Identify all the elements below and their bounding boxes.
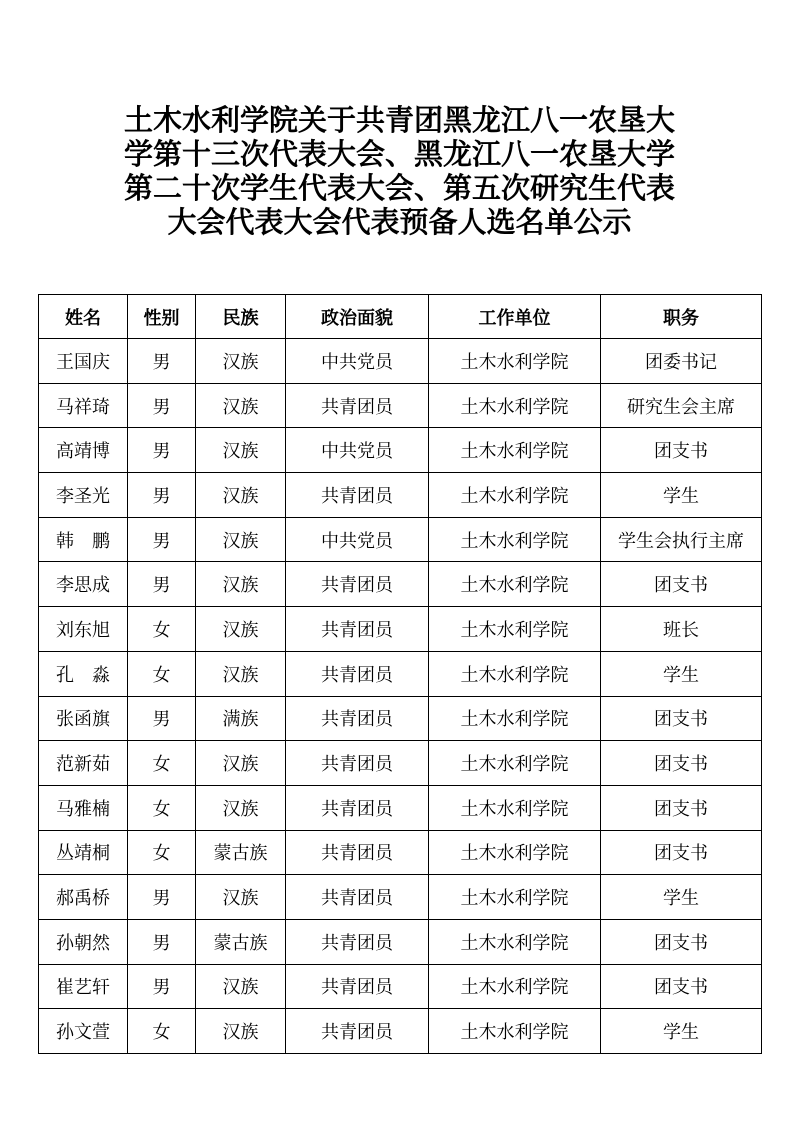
cell-position: 团支书 bbox=[601, 696, 762, 741]
document-title bbox=[0, 103, 799, 239]
table-row bbox=[39, 517, 762, 562]
cell-work-unit: 土木水利学院 bbox=[429, 383, 601, 428]
cell-position: 团支书 bbox=[601, 741, 762, 786]
cell-political-status: 共青团员 bbox=[286, 830, 429, 875]
cell-name: 李思成 bbox=[39, 562, 128, 607]
cell-ethnicity: 汉族 bbox=[196, 562, 286, 607]
cell-position: 团委书记 bbox=[601, 339, 762, 384]
cell-work-unit: 土木水利学院 bbox=[429, 562, 601, 607]
cell-ethnicity: 汉族 bbox=[196, 1009, 286, 1054]
cell-gender: 男 bbox=[128, 696, 196, 741]
header-position: 职务 bbox=[601, 295, 762, 339]
cell-name: 丛靖桐 bbox=[39, 830, 128, 875]
cell-work-unit: 土木水利学院 bbox=[429, 339, 601, 384]
cell-work-unit: 土木水利学院 bbox=[429, 1009, 601, 1054]
cell-work-unit: 土木水利学院 bbox=[429, 741, 601, 786]
title-line: 大会代表大会代表预备人选名单公示 bbox=[167, 205, 632, 239]
cell-position: 团支书 bbox=[601, 428, 762, 473]
table-row bbox=[39, 607, 762, 652]
cell-political-status: 共青团员 bbox=[286, 696, 429, 741]
cell-political-status: 共青团员 bbox=[286, 473, 429, 518]
cell-work-unit: 土木水利学院 bbox=[429, 607, 601, 652]
cell-gender: 男 bbox=[128, 919, 196, 964]
table-row bbox=[39, 383, 762, 428]
cell-name: 韩 鹏 bbox=[39, 517, 128, 562]
table-row bbox=[39, 875, 762, 920]
cell-position: 学生会执行主席 bbox=[601, 517, 762, 562]
cell-ethnicity: 蒙古族 bbox=[196, 830, 286, 875]
cell-political-status: 共青团员 bbox=[286, 651, 429, 696]
cell-work-unit: 土木水利学院 bbox=[429, 428, 601, 473]
cell-political-status: 共青团员 bbox=[286, 383, 429, 428]
table-row bbox=[39, 741, 762, 786]
cell-name: 崔艺轩 bbox=[39, 964, 128, 1009]
cell-gender: 女 bbox=[128, 607, 196, 652]
cell-gender: 男 bbox=[128, 473, 196, 518]
cell-ethnicity: 满族 bbox=[196, 696, 286, 741]
cell-name: 孙朝然 bbox=[39, 919, 128, 964]
cell-political-status: 共青团员 bbox=[286, 562, 429, 607]
cell-gender: 男 bbox=[128, 383, 196, 428]
cell-name: 张函旗 bbox=[39, 696, 128, 741]
cell-work-unit: 土木水利学院 bbox=[429, 919, 601, 964]
title-line: 土木水利学院关于共青团黑龙江八一农垦大 bbox=[123, 103, 675, 137]
title-line: 第二十次学生代表大会、第五次研究生代表 bbox=[123, 171, 675, 205]
cell-position: 研究生会主席 bbox=[601, 383, 762, 428]
cell-gender: 男 bbox=[128, 517, 196, 562]
cell-position: 学生 bbox=[601, 651, 762, 696]
cell-work-unit: 土木水利学院 bbox=[429, 830, 601, 875]
cell-work-unit: 土木水利学院 bbox=[429, 696, 601, 741]
cell-gender: 男 bbox=[128, 339, 196, 384]
cell-gender: 女 bbox=[128, 785, 196, 830]
cell-name: 李圣光 bbox=[39, 473, 128, 518]
cell-name: 马祥琦 bbox=[39, 383, 128, 428]
cell-name: 刘东旭 bbox=[39, 607, 128, 652]
table-row bbox=[39, 428, 762, 473]
cell-work-unit: 土木水利学院 bbox=[429, 517, 601, 562]
table-row bbox=[39, 651, 762, 696]
cell-gender: 女 bbox=[128, 1009, 196, 1054]
cell-ethnicity: 汉族 bbox=[196, 785, 286, 830]
cell-gender: 男 bbox=[128, 562, 196, 607]
table-row bbox=[39, 696, 762, 741]
cell-political-status: 共青团员 bbox=[286, 919, 429, 964]
header-political-status: 政治面貌 bbox=[286, 295, 429, 339]
table-row bbox=[39, 964, 762, 1009]
cell-position: 班长 bbox=[601, 607, 762, 652]
cell-position: 学生 bbox=[601, 875, 762, 920]
table-body bbox=[39, 339, 762, 1054]
cell-position: 团支书 bbox=[601, 919, 762, 964]
cell-work-unit: 土木水利学院 bbox=[429, 651, 601, 696]
cell-political-status: 共青团员 bbox=[286, 964, 429, 1009]
candidate-table bbox=[38, 294, 762, 1054]
cell-position: 团支书 bbox=[601, 830, 762, 875]
table-row bbox=[39, 562, 762, 607]
header-work-unit: 工作单位 bbox=[429, 295, 601, 339]
cell-name: 孙文萱 bbox=[39, 1009, 128, 1054]
table-row bbox=[39, 473, 762, 518]
cell-ethnicity: 蒙古族 bbox=[196, 919, 286, 964]
table-row bbox=[39, 785, 762, 830]
cell-political-status: 中共党员 bbox=[286, 339, 429, 384]
table-row bbox=[39, 1009, 762, 1054]
cell-political-status: 共青团员 bbox=[286, 1009, 429, 1054]
cell-gender: 女 bbox=[128, 741, 196, 786]
cell-name: 马雅楠 bbox=[39, 785, 128, 830]
cell-ethnicity: 汉族 bbox=[196, 339, 286, 384]
cell-name: 孔 淼 bbox=[39, 651, 128, 696]
cell-position: 团支书 bbox=[601, 562, 762, 607]
cell-ethnicity: 汉族 bbox=[196, 741, 286, 786]
cell-ethnicity: 汉族 bbox=[196, 964, 286, 1009]
cell-position: 学生 bbox=[601, 473, 762, 518]
cell-name: 高靖博 bbox=[39, 428, 128, 473]
cell-ethnicity: 汉族 bbox=[196, 875, 286, 920]
cell-gender: 男 bbox=[128, 428, 196, 473]
cell-ethnicity: 汉族 bbox=[196, 428, 286, 473]
cell-gender: 男 bbox=[128, 875, 196, 920]
cell-position: 团支书 bbox=[601, 964, 762, 1009]
cell-gender: 女 bbox=[128, 651, 196, 696]
cell-work-unit: 土木水利学院 bbox=[429, 875, 601, 920]
cell-political-status: 中共党员 bbox=[286, 517, 429, 562]
cell-ethnicity: 汉族 bbox=[196, 517, 286, 562]
cell-political-status: 共青团员 bbox=[286, 875, 429, 920]
table-header-row bbox=[39, 295, 762, 339]
cell-ethnicity: 汉族 bbox=[196, 473, 286, 518]
cell-political-status: 共青团员 bbox=[286, 785, 429, 830]
cell-name: 王国庆 bbox=[39, 339, 128, 384]
cell-ethnicity: 汉族 bbox=[196, 651, 286, 696]
cell-political-status: 共青团员 bbox=[286, 741, 429, 786]
table-row bbox=[39, 919, 762, 964]
cell-ethnicity: 汉族 bbox=[196, 383, 286, 428]
cell-position: 学生 bbox=[601, 1009, 762, 1054]
cell-gender: 女 bbox=[128, 830, 196, 875]
cell-work-unit: 土木水利学院 bbox=[429, 964, 601, 1009]
table-row bbox=[39, 339, 762, 384]
header-ethnicity: 民族 bbox=[196, 295, 286, 339]
cell-name: 范新茹 bbox=[39, 741, 128, 786]
cell-political-status: 中共党员 bbox=[286, 428, 429, 473]
cell-gender: 男 bbox=[128, 964, 196, 1009]
header-name: 姓名 bbox=[39, 295, 128, 339]
title-line: 学第十三次代表大会、黑龙江八一农垦大学 bbox=[123, 137, 675, 171]
cell-ethnicity: 汉族 bbox=[196, 607, 286, 652]
table-row bbox=[39, 830, 762, 875]
cell-work-unit: 土木水利学院 bbox=[429, 785, 601, 830]
cell-work-unit: 土木水利学院 bbox=[429, 473, 601, 518]
header-gender: 性别 bbox=[128, 295, 196, 339]
cell-political-status: 共青团员 bbox=[286, 607, 429, 652]
cell-position: 团支书 bbox=[601, 785, 762, 830]
cell-name: 郝禹桥 bbox=[39, 875, 128, 920]
